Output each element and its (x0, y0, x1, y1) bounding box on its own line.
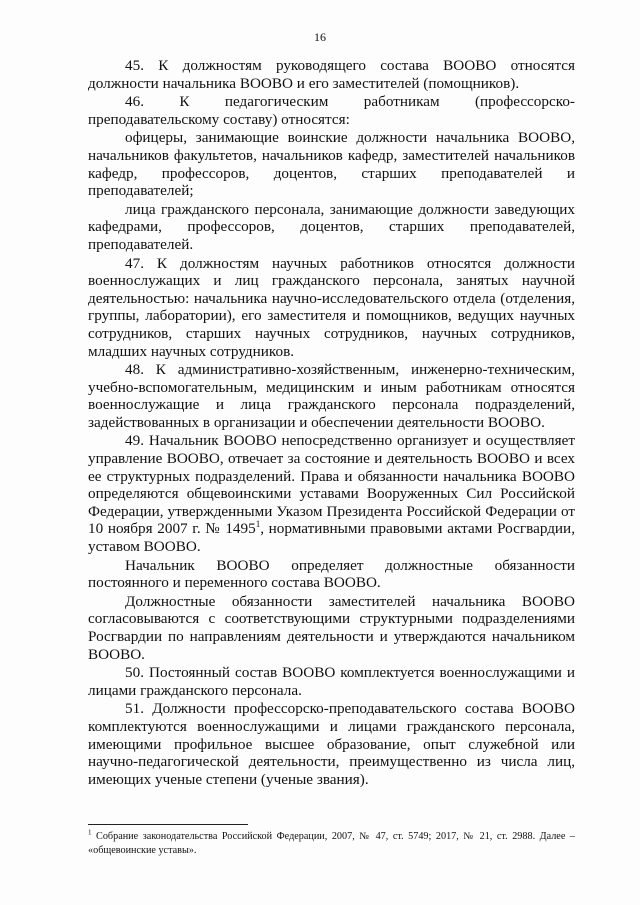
paragraph-head-duties: Начальник ВООВО определяет должностные обязанности постоянного и переменного состава ВООВО. (88, 556, 575, 592)
paragraph-49-text-end: , нормативными правовыми актами Росгвардии, уставом ВООВО. (88, 520, 575, 556)
paragraph-46-officers: офицеры, занимающие воинские должности начальника ВООВО, начальников факультетов, начальников кафедр, заместителей начальников кафедр, профессоров, доцентов, старших преподавателей и преподавателей; (88, 129, 575, 200)
paragraph-46: 46. К педагогическим работникам (профессорско-преподавательскому составу) относятся: (88, 93, 575, 128)
footnote (88, 830, 575, 857)
paragraph-49 (88, 432, 575, 555)
footnote-reference: 1 (255, 519, 261, 530)
page-number: 16 (314, 30, 326, 44)
paragraph-47: 47. К должностям научных работников относятся должности военнослужащих и лиц гражданского персонала, занятых научной деятельностью: начальника научно-исследовательского отдела (отделения, группы, лаборатории), его заместителя и помощников, ведущих научных сотрудников, старших научных сотрудников, научных сотрудников, младших научных сотрудников. (88, 254, 575, 360)
footnote-divider (88, 824, 248, 825)
paragraph-deputy-duties: Должностные обязанности заместителей начальника ВООВО согласовываются с соответствующими структурными подразделениями Росгвардии по направлениям деятельности и утверждаются начальником ВООВО. (88, 592, 575, 663)
paragraph-46-civilians: лица гражданского персонала, занимающие должности заведующих кафедрами, профессоров, доцентов, старших преподавателей, преподавателей. (88, 200, 575, 253)
paragraph-50: 50. Постоянный состав ВООВО комплектуется военнослужащими и лицами гражданского персонала. (88, 664, 575, 699)
footnote-text: Собрание законодательства Российской Федерации, 2007, № 47, ст. 5749; 2017, № 21, ст. 2988. Далее – «общевоинские уставы». (88, 831, 575, 856)
document-body (88, 57, 575, 788)
paragraph-48: 48. К административно-хозяйственным, инженерно-техническим, учебно-вспомогательным, медицинским и иным работникам относятся военнослужащие и лица гражданского персонала подразделений, задействованных в организации и обеспечении деятельности ВООВО. (88, 361, 575, 431)
paragraph-45: 45. К должностям руководящего состава ВООВО относятся должности начальника ВООВО и его заместителей (помощников). (88, 57, 575, 92)
paragraph-49-text: 49. Начальник ВООВО непосредственно организует и осуществляет управление ВООВО, отвечает за состояние и деятельность ВООВО и всех ее структурных подразделений. Права и обязанности начальника ВООВО определяются общевоинскими уставами Вооруженных Сил Российской Федерации, утвержденными Указом Президента Российской Федерации от 10 ноября 2007 г. № 1495 (88, 432, 575, 538)
paragraph-51: 51. Должности профессорско-преподавательского состава ВООВО комплектуются военнослужащими и лицами гражданского персонала, имеющими профильное высшее образование, опыт служебной или научно-педагогической деятельности, преимущественно из числа лиц, имеющих ученые степени (ученые звания). (88, 700, 575, 788)
footnote-mark: 1 (88, 828, 92, 837)
